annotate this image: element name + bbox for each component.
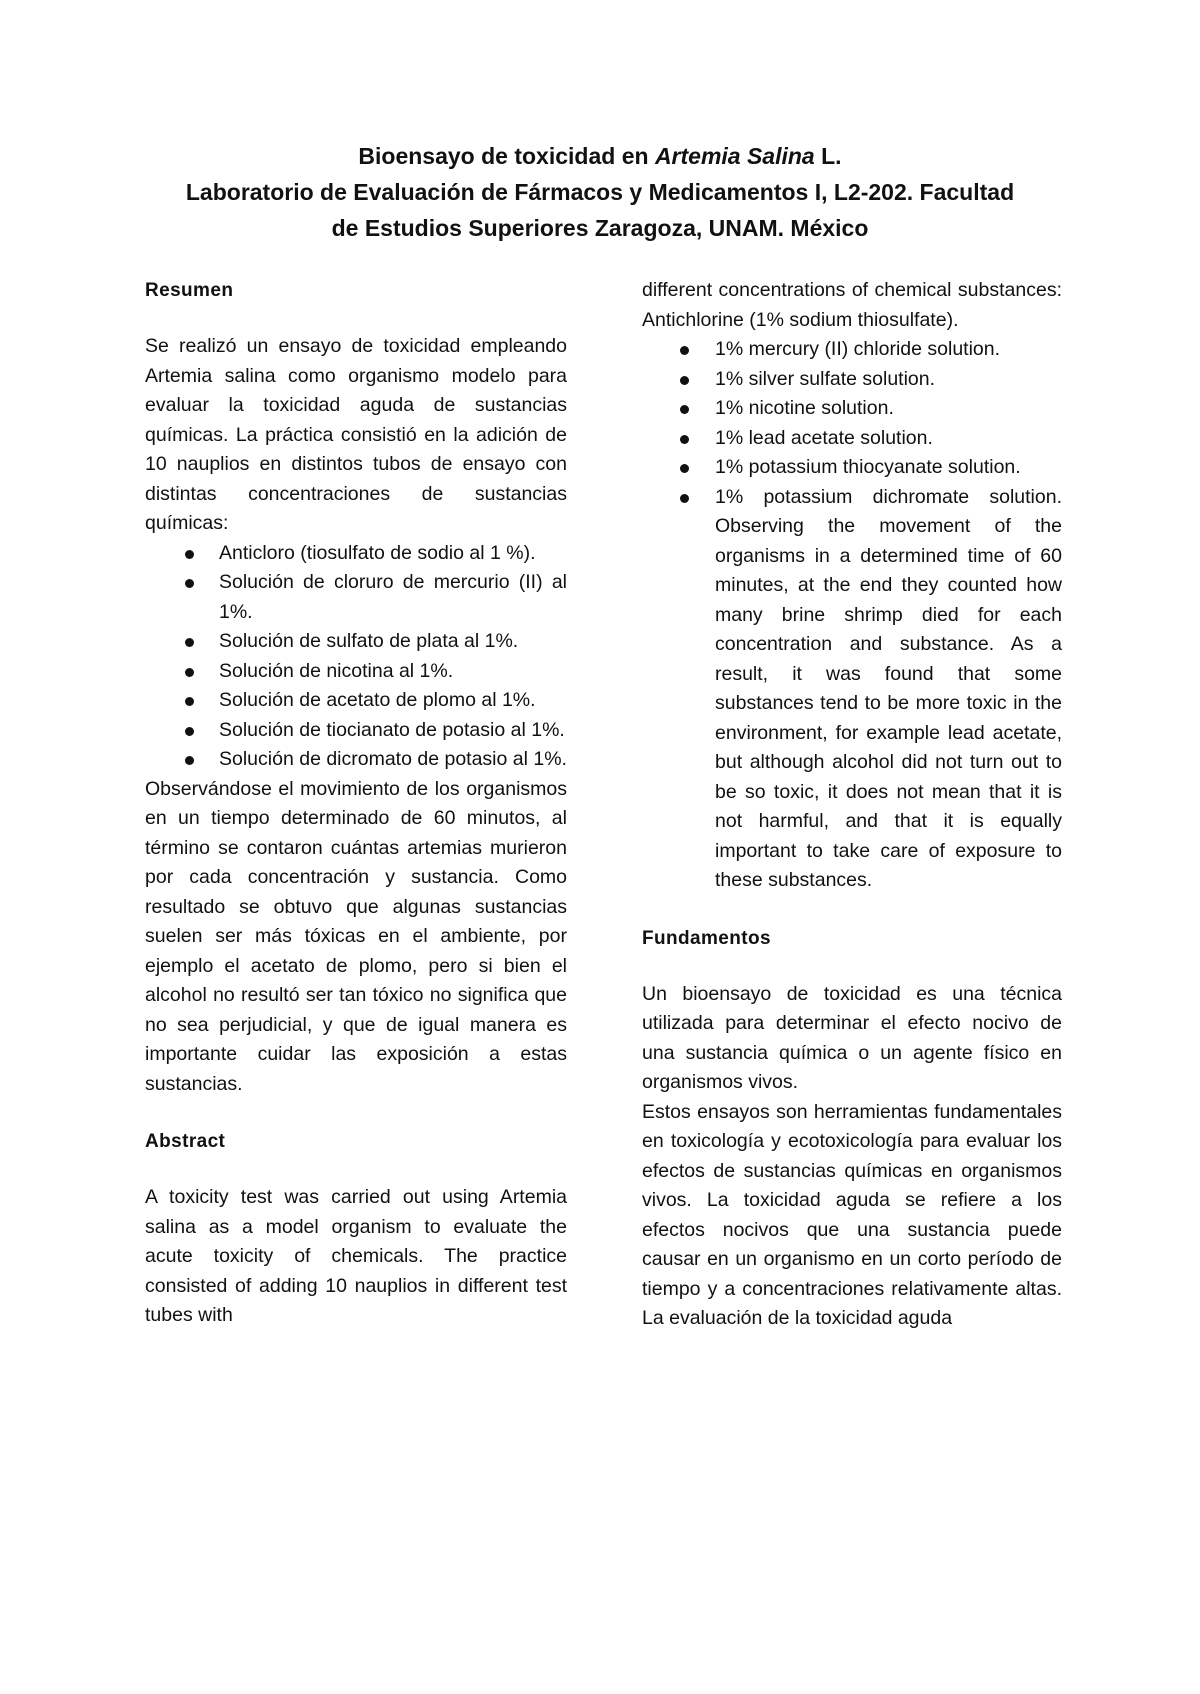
bullet-icon <box>680 346 689 355</box>
bullet-icon <box>680 435 689 444</box>
title-prefix: Bioensayo de toxicidad en <box>358 143 655 169</box>
bullet-icon <box>185 638 194 647</box>
abstract-intro-left: A toxicity test was carried out using Artemia salina as a model organism to evaluate the acute toxicity of chemicals. The practice consisted of adding 10 nauplios in different test tubes with <box>145 1186 567 1326</box>
bullet-icon <box>185 756 194 765</box>
resumen-list <box>145 539 567 775</box>
list-item: 1% silver sulfate solution. <box>642 365 1062 395</box>
abstract-heading: Abstract <box>145 1131 226 1152</box>
list-item: 1% nicotine solution. <box>642 394 1062 424</box>
list-item: 1% mercury (II) chloride solution. <box>642 335 1062 365</box>
title-line-3: de Estudios Superiores Zaragoza, UNAM. México <box>331 215 869 241</box>
left-column <box>145 276 567 1331</box>
bullet-icon <box>185 668 194 677</box>
list-item: Solución de tiocianato de potasio al 1%. <box>145 716 567 746</box>
list-item: 1% potassium dichromate solution. Observing the movement of the organisms in a determined time of 60 minutes, at the end they counted how many brine shrimp died for each concentration and substance. As a result, it was found that some substances tend to be more toxic in the environment, for example lead acetate, but although alcohol did not turn out to be so toxic, it does not mean that it is not harmful, and that it is equally important to take care of exposure to these substances. <box>642 483 1062 896</box>
document-title <box>100 138 1100 246</box>
list-item: 1% lead acetate solution. <box>642 424 1062 454</box>
resumen-heading: Resumen <box>145 280 234 301</box>
resumen-conclusion: Observándose el movimiento de los organismos en un tiempo determinado de 60 minutos, al término se contaron cuántas artemias murieron por cada concentración y sustancia. Como resultado se obtuvo que algunas sustancias suelen ser más tóxicas en el ambiente, por ejemplo el acetato de plomo, pero si bien el alcohol no resultó ser tan tóxico no significa que no sea perjudicial, y que de igual manera es importante cuidar las exposición a estas sustancias. <box>145 777 567 1095</box>
fundamentos-paragraph-1: Un bioensayo de toxicidad es una técnica utilizada para determinar el efecto nocivo de una sustancia química o un agente físico en organismos vivos. <box>642 982 1062 1093</box>
bullet-icon <box>680 405 689 414</box>
abstract-list <box>642 335 1062 896</box>
abstract-intro-right: different concentrations of chemical substances: Antichlorine (1% sodium thiosulfate). <box>642 279 1062 331</box>
bullet-icon <box>680 494 689 503</box>
list-item: 1% potassium thiocyanate solution. <box>642 453 1062 483</box>
bullet-icon <box>185 550 194 559</box>
fundamentos-heading: Fundamentos <box>642 927 771 949</box>
right-column <box>642 276 1062 1334</box>
list-item: Solución de sulfato de plata al 1%. <box>145 627 567 657</box>
bullet-icon <box>185 579 194 588</box>
fundamentos-paragraph-2: Estos ensayos son herramientas fundamentales en toxicología y ecotoxicología para evaluar los efectos de sustancias químicas en organismos vivos. La toxicidad aguda se refiere a los efectos nocivos que una sustancia puede causar en un organismo en un corto período de tiempo y a concentraciones relativamente altas. La evaluación de la toxicidad aguda <box>642 1100 1062 1329</box>
list-item: Solución de cloruro de mercurio (II) al 1%. <box>145 568 567 627</box>
bullet-icon <box>680 376 689 385</box>
bullet-icon <box>680 464 689 473</box>
title-suffix: L. <box>814 143 842 169</box>
bullet-icon <box>185 727 194 736</box>
list-item: Solución de dicromato de potasio al 1%. <box>145 745 567 775</box>
title-species: Artemia Salina <box>654 143 815 169</box>
title-line-1 <box>100 138 1100 174</box>
list-item: Solución de nicotina al 1%. <box>145 657 567 687</box>
title-line-2: Laboratorio de Evaluación de Fármacos y Medicamentos I, L2-202. Facultad <box>185 179 1015 205</box>
bullet-icon <box>185 697 194 706</box>
list-item: Solución de acetato de plomo al 1%. <box>145 686 567 716</box>
resumen-intro: Se realizó un ensayo de toxicidad empleando Artemia salina como organismo modelo para evaluar la toxicidad aguda de sustancias químicas. La práctica consistió en la adición de 10 nauplios en distintos tubos de ensayo con distintas concentraciones de sustancias químicas: <box>145 335 567 534</box>
list-item: Anticloro (tiosulfato de sodio al 1 %). <box>145 539 567 569</box>
